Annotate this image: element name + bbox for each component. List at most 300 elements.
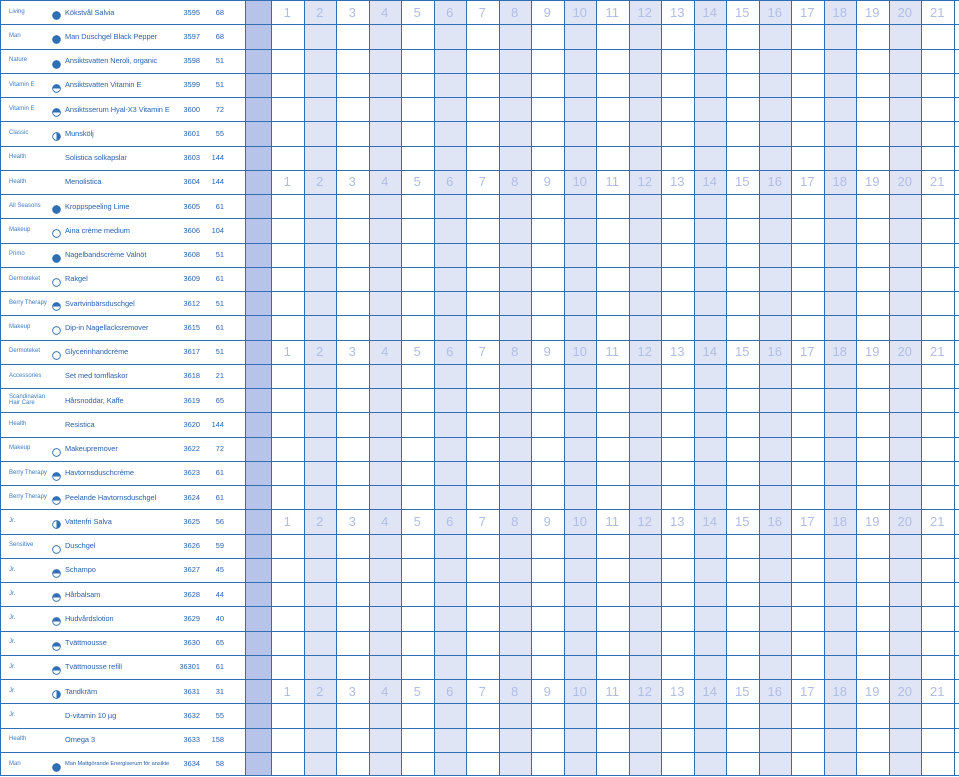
day-cell[interactable]	[925, 267, 950, 291]
day-cell[interactable]	[567, 534, 592, 558]
day-cell[interactable]	[795, 194, 820, 218]
day-cell[interactable]	[502, 534, 527, 558]
day-cell[interactable]	[502, 752, 527, 776]
day-cell[interactable]	[665, 364, 690, 388]
day-cell[interactable]	[502, 703, 527, 727]
day-cell[interactable]	[567, 558, 592, 582]
day-cell[interactable]	[372, 703, 397, 727]
day-cell[interactable]	[307, 437, 332, 461]
day-cell[interactable]	[405, 728, 430, 752]
day-cell[interactable]	[372, 218, 397, 242]
day-cell[interactable]	[372, 49, 397, 73]
day-cell[interactable]	[892, 24, 917, 48]
day-cell[interactable]	[730, 49, 755, 73]
day-cell[interactable]	[307, 412, 332, 436]
day-cell[interactable]	[600, 121, 625, 145]
day-cell[interactable]	[730, 412, 755, 436]
day-cell[interactable]	[730, 364, 755, 388]
day-cell[interactable]	[502, 461, 527, 485]
day-cell[interactable]	[795, 655, 820, 679]
day-cell[interactable]	[665, 728, 690, 752]
day-cell[interactable]	[600, 752, 625, 776]
day-cell[interactable]	[665, 582, 690, 606]
day-cell[interactable]	[600, 606, 625, 630]
day-cell[interactable]	[307, 97, 332, 121]
day-cell[interactable]	[632, 728, 657, 752]
day-cell[interactable]	[827, 752, 852, 776]
day-cell[interactable]	[307, 655, 332, 679]
day-cell[interactable]	[307, 291, 332, 315]
day-cell[interactable]	[275, 218, 300, 242]
day-cell[interactable]	[275, 461, 300, 485]
day-cell[interactable]	[925, 73, 950, 97]
day-cell[interactable]	[405, 73, 430, 97]
day-cell[interactable]	[600, 485, 625, 509]
day-cell[interactable]	[307, 315, 332, 339]
day-cell[interactable]	[632, 485, 657, 509]
day-cell[interactable]	[307, 218, 332, 242]
day-cell[interactable]	[567, 388, 592, 412]
day-cell[interactable]	[502, 412, 527, 436]
day-cell[interactable]	[697, 267, 722, 291]
day-cell[interactable]	[600, 243, 625, 267]
day-cell[interactable]	[860, 73, 885, 97]
day-cell[interactable]	[405, 194, 430, 218]
day-cell[interactable]	[372, 73, 397, 97]
day-cell[interactable]	[470, 267, 495, 291]
day-cell[interactable]	[860, 291, 885, 315]
day-cell[interactable]	[600, 218, 625, 242]
day-cell[interactable]	[567, 121, 592, 145]
day-cell[interactable]	[567, 461, 592, 485]
day-cell[interactable]	[535, 364, 560, 388]
day-cell[interactable]	[827, 218, 852, 242]
day-cell[interactable]	[340, 728, 365, 752]
day-cell[interactable]	[502, 606, 527, 630]
day-cell[interactable]	[860, 146, 885, 170]
day-cell[interactable]	[827, 73, 852, 97]
day-cell[interactable]	[502, 73, 527, 97]
day-cell[interactable]	[340, 485, 365, 509]
day-cell[interactable]	[275, 243, 300, 267]
day-cell[interactable]	[730, 631, 755, 655]
day-cell[interactable]	[827, 121, 852, 145]
day-cell[interactable]	[762, 291, 787, 315]
day-cell[interactable]	[372, 194, 397, 218]
day-cell[interactable]	[892, 606, 917, 630]
day-cell[interactable]	[502, 655, 527, 679]
day-cell[interactable]	[535, 437, 560, 461]
day-cell[interactable]	[372, 606, 397, 630]
day-cell[interactable]	[535, 631, 560, 655]
day-cell[interactable]	[567, 243, 592, 267]
day-cell[interactable]	[632, 97, 657, 121]
day-cell[interactable]	[730, 752, 755, 776]
day-cell[interactable]	[567, 728, 592, 752]
day-cell[interactable]	[795, 24, 820, 48]
day-cell[interactable]	[405, 218, 430, 242]
day-cell[interactable]	[372, 728, 397, 752]
day-cell[interactable]	[892, 558, 917, 582]
day-cell[interactable]	[795, 364, 820, 388]
day-cell[interactable]	[372, 412, 397, 436]
day-cell[interactable]	[925, 315, 950, 339]
day-cell[interactable]	[827, 728, 852, 752]
day-cell[interactable]	[567, 73, 592, 97]
day-cell[interactable]	[340, 315, 365, 339]
day-cell[interactable]	[697, 24, 722, 48]
day-cell[interactable]	[340, 606, 365, 630]
day-cell[interactable]	[437, 582, 462, 606]
day-cell[interactable]	[730, 73, 755, 97]
day-cell[interactable]	[860, 534, 885, 558]
day-cell[interactable]	[405, 315, 430, 339]
day-cell[interactable]	[697, 194, 722, 218]
day-cell[interactable]	[600, 703, 625, 727]
day-cell[interactable]	[762, 437, 787, 461]
day-cell[interactable]	[340, 267, 365, 291]
day-cell[interactable]	[535, 752, 560, 776]
day-cell[interactable]	[340, 24, 365, 48]
day-cell[interactable]	[762, 558, 787, 582]
day-cell[interactable]	[535, 73, 560, 97]
day-cell[interactable]	[860, 558, 885, 582]
day-cell[interactable]	[405, 412, 430, 436]
day-cell[interactable]	[307, 606, 332, 630]
day-cell[interactable]	[795, 412, 820, 436]
day-cell[interactable]	[437, 485, 462, 509]
day-cell[interactable]	[470, 461, 495, 485]
day-cell[interactable]	[600, 631, 625, 655]
day-cell[interactable]	[925, 24, 950, 48]
day-cell[interactable]	[860, 97, 885, 121]
day-cell[interactable]	[860, 461, 885, 485]
day-cell[interactable]	[892, 582, 917, 606]
day-cell[interactable]	[502, 631, 527, 655]
day-cell[interactable]	[567, 752, 592, 776]
day-cell[interactable]	[437, 631, 462, 655]
day-cell[interactable]	[437, 534, 462, 558]
day-cell[interactable]	[730, 243, 755, 267]
day-cell[interactable]	[697, 606, 722, 630]
day-cell[interactable]	[405, 437, 430, 461]
day-cell[interactable]	[600, 97, 625, 121]
day-cell[interactable]	[665, 49, 690, 73]
day-cell[interactable]	[372, 461, 397, 485]
day-cell[interactable]	[600, 582, 625, 606]
day-cell[interactable]	[437, 703, 462, 727]
day-cell[interactable]	[827, 146, 852, 170]
day-cell[interactable]	[470, 485, 495, 509]
day-cell[interactable]	[795, 97, 820, 121]
day-cell[interactable]	[665, 485, 690, 509]
day-cell[interactable]	[372, 558, 397, 582]
day-cell[interactable]	[925, 655, 950, 679]
day-cell[interactable]	[567, 582, 592, 606]
day-cell[interactable]	[405, 485, 430, 509]
day-cell[interactable]	[665, 437, 690, 461]
day-cell[interactable]	[307, 461, 332, 485]
day-cell[interactable]	[795, 218, 820, 242]
day-cell[interactable]	[275, 121, 300, 145]
day-cell[interactable]	[665, 146, 690, 170]
day-cell[interactable]	[795, 121, 820, 145]
day-cell[interactable]	[762, 218, 787, 242]
day-cell[interactable]	[307, 73, 332, 97]
day-cell[interactable]	[730, 534, 755, 558]
day-cell[interactable]	[665, 534, 690, 558]
day-cell[interactable]	[340, 631, 365, 655]
day-cell[interactable]	[437, 728, 462, 752]
day-cell[interactable]	[470, 315, 495, 339]
day-cell[interactable]	[340, 388, 365, 412]
day-cell[interactable]	[665, 194, 690, 218]
day-cell[interactable]	[795, 315, 820, 339]
day-cell[interactable]	[665, 558, 690, 582]
day-cell[interactable]	[860, 703, 885, 727]
day-cell[interactable]	[632, 194, 657, 218]
day-cell[interactable]	[405, 364, 430, 388]
day-cell[interactable]	[697, 97, 722, 121]
day-cell[interactable]	[437, 194, 462, 218]
day-cell[interactable]	[730, 558, 755, 582]
day-cell[interactable]	[437, 218, 462, 242]
day-cell[interactable]	[275, 97, 300, 121]
day-cell[interactable]	[762, 582, 787, 606]
day-cell[interactable]	[860, 437, 885, 461]
day-cell[interactable]	[632, 655, 657, 679]
day-cell[interactable]	[502, 315, 527, 339]
day-cell[interactable]	[600, 146, 625, 170]
day-cell[interactable]	[502, 582, 527, 606]
day-cell[interactable]	[762, 606, 787, 630]
day-cell[interactable]	[762, 315, 787, 339]
day-cell[interactable]	[892, 655, 917, 679]
day-cell[interactable]	[730, 728, 755, 752]
day-cell[interactable]	[340, 752, 365, 776]
day-cell[interactable]	[470, 606, 495, 630]
day-cell[interactable]	[437, 97, 462, 121]
day-cell[interactable]	[730, 194, 755, 218]
day-cell[interactable]	[535, 243, 560, 267]
day-cell[interactable]	[925, 291, 950, 315]
day-cell[interactable]	[697, 146, 722, 170]
day-cell[interactable]	[925, 243, 950, 267]
day-cell[interactable]	[632, 121, 657, 145]
day-cell[interactable]	[665, 291, 690, 315]
day-cell[interactable]	[860, 121, 885, 145]
day-cell[interactable]	[567, 49, 592, 73]
day-cell[interactable]	[827, 655, 852, 679]
day-cell[interactable]	[827, 49, 852, 73]
day-cell[interactable]	[925, 437, 950, 461]
day-cell[interactable]	[665, 315, 690, 339]
day-cell[interactable]	[697, 703, 722, 727]
day-cell[interactable]	[275, 291, 300, 315]
day-cell[interactable]	[795, 606, 820, 630]
day-cell[interactable]	[892, 364, 917, 388]
day-cell[interactable]	[340, 558, 365, 582]
day-cell[interactable]	[665, 121, 690, 145]
day-cell[interactable]	[275, 582, 300, 606]
day-cell[interactable]	[827, 24, 852, 48]
day-cell[interactable]	[535, 655, 560, 679]
day-cell[interactable]	[600, 461, 625, 485]
day-cell[interactable]	[600, 73, 625, 97]
day-cell[interactable]	[665, 97, 690, 121]
day-cell[interactable]	[892, 73, 917, 97]
day-cell[interactable]	[762, 146, 787, 170]
day-cell[interactable]	[632, 437, 657, 461]
day-cell[interactable]	[762, 364, 787, 388]
day-cell[interactable]	[340, 194, 365, 218]
day-cell[interactable]	[795, 291, 820, 315]
day-cell[interactable]	[600, 437, 625, 461]
day-cell[interactable]	[632, 631, 657, 655]
day-cell[interactable]	[405, 97, 430, 121]
day-cell[interactable]	[437, 49, 462, 73]
day-cell[interactable]	[892, 97, 917, 121]
day-cell[interactable]	[697, 485, 722, 509]
day-cell[interactable]	[437, 73, 462, 97]
day-cell[interactable]	[697, 412, 722, 436]
day-cell[interactable]	[567, 437, 592, 461]
day-cell[interactable]	[665, 267, 690, 291]
day-cell[interactable]	[307, 121, 332, 145]
day-cell[interactable]	[470, 388, 495, 412]
day-cell[interactable]	[340, 97, 365, 121]
day-cell[interactable]	[340, 73, 365, 97]
day-cell[interactable]	[600, 291, 625, 315]
day-cell[interactable]	[470, 24, 495, 48]
day-cell[interactable]	[405, 388, 430, 412]
day-cell[interactable]	[535, 121, 560, 145]
day-cell[interactable]	[892, 728, 917, 752]
day-cell[interactable]	[307, 388, 332, 412]
day-cell[interactable]	[372, 534, 397, 558]
day-cell[interactable]	[892, 437, 917, 461]
day-cell[interactable]	[275, 558, 300, 582]
day-cell[interactable]	[437, 437, 462, 461]
day-cell[interactable]	[437, 364, 462, 388]
day-cell[interactable]	[697, 121, 722, 145]
day-cell[interactable]	[892, 218, 917, 242]
day-cell[interactable]	[372, 97, 397, 121]
day-cell[interactable]	[892, 485, 917, 509]
day-cell[interactable]	[275, 73, 300, 97]
day-cell[interactable]	[730, 606, 755, 630]
day-cell[interactable]	[925, 121, 950, 145]
day-cell[interactable]	[860, 655, 885, 679]
day-cell[interactable]	[827, 606, 852, 630]
day-cell[interactable]	[762, 728, 787, 752]
day-cell[interactable]	[762, 121, 787, 145]
day-cell[interactable]	[275, 315, 300, 339]
day-cell[interactable]	[437, 388, 462, 412]
day-cell[interactable]	[567, 364, 592, 388]
day-cell[interactable]	[697, 582, 722, 606]
day-cell[interactable]	[372, 582, 397, 606]
day-cell[interactable]	[730, 582, 755, 606]
day-cell[interactable]	[827, 461, 852, 485]
day-cell[interactable]	[307, 194, 332, 218]
day-cell[interactable]	[730, 146, 755, 170]
day-cell[interactable]	[340, 49, 365, 73]
day-cell[interactable]	[307, 49, 332, 73]
day-cell[interactable]	[470, 437, 495, 461]
day-cell[interactable]	[405, 267, 430, 291]
day-cell[interactable]	[827, 703, 852, 727]
day-cell[interactable]	[275, 194, 300, 218]
day-cell[interactable]	[307, 364, 332, 388]
day-cell[interactable]	[502, 267, 527, 291]
day-cell[interactable]	[827, 412, 852, 436]
day-cell[interactable]	[437, 315, 462, 339]
day-cell[interactable]	[502, 437, 527, 461]
day-cell[interactable]	[762, 631, 787, 655]
day-cell[interactable]	[892, 146, 917, 170]
day-cell[interactable]	[470, 194, 495, 218]
day-cell[interactable]	[502, 49, 527, 73]
day-cell[interactable]	[340, 218, 365, 242]
day-cell[interactable]	[470, 243, 495, 267]
day-cell[interactable]	[275, 485, 300, 509]
day-cell[interactable]	[340, 703, 365, 727]
day-cell[interactable]	[470, 73, 495, 97]
day-cell[interactable]	[470, 218, 495, 242]
day-cell[interactable]	[795, 267, 820, 291]
day-cell[interactable]	[892, 703, 917, 727]
day-cell[interactable]	[372, 267, 397, 291]
day-cell[interactable]	[340, 655, 365, 679]
day-cell[interactable]	[730, 461, 755, 485]
day-cell[interactable]	[892, 315, 917, 339]
day-cell[interactable]	[340, 582, 365, 606]
day-cell[interactable]	[665, 388, 690, 412]
day-cell[interactable]	[535, 267, 560, 291]
day-cell[interactable]	[535, 606, 560, 630]
day-cell[interactable]	[600, 24, 625, 48]
day-cell[interactable]	[925, 582, 950, 606]
day-cell[interactable]	[665, 752, 690, 776]
day-cell[interactable]	[372, 291, 397, 315]
day-cell[interactable]	[567, 291, 592, 315]
day-cell[interactable]	[892, 388, 917, 412]
day-cell[interactable]	[827, 437, 852, 461]
day-cell[interactable]	[275, 534, 300, 558]
day-cell[interactable]	[405, 752, 430, 776]
day-cell[interactable]	[470, 631, 495, 655]
day-cell[interactable]	[372, 243, 397, 267]
day-cell[interactable]	[535, 315, 560, 339]
day-cell[interactable]	[502, 728, 527, 752]
day-cell[interactable]	[340, 146, 365, 170]
day-cell[interactable]	[827, 243, 852, 267]
day-cell[interactable]	[632, 146, 657, 170]
day-cell[interactable]	[600, 534, 625, 558]
day-cell[interactable]	[892, 49, 917, 73]
day-cell[interactable]	[502, 291, 527, 315]
day-cell[interactable]	[502, 218, 527, 242]
day-cell[interactable]	[860, 606, 885, 630]
day-cell[interactable]	[925, 558, 950, 582]
day-cell[interactable]	[632, 315, 657, 339]
day-cell[interactable]	[600, 49, 625, 73]
day-cell[interactable]	[275, 388, 300, 412]
day-cell[interactable]	[795, 461, 820, 485]
day-cell[interactable]	[567, 97, 592, 121]
day-cell[interactable]	[762, 24, 787, 48]
